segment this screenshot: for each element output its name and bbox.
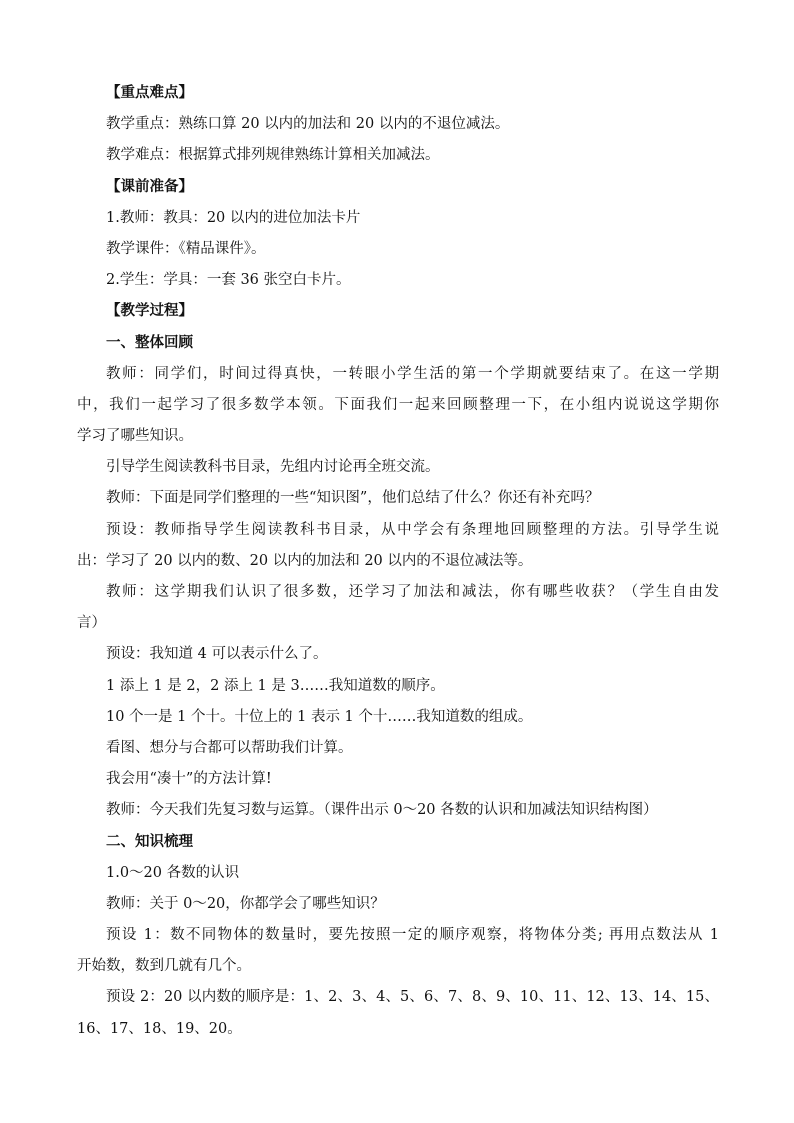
line-text: 1.0～20 各数的认识 <box>106 864 240 881</box>
line-text: 【重点难点】 <box>106 85 193 101</box>
line-text: 【课前准备】 <box>106 178 193 195</box>
paragraph-line <box>77 421 719 452</box>
line-text: 引导学生阅读教科书目录，先组内讨论再全班交流。 <box>106 459 440 476</box>
paragraph-line <box>77 639 719 670</box>
line-text: 预设 1：数不同物体的数量时，要先按照一定的顺序观察，将物体分类; 再用点数法从 1 <box>106 927 719 944</box>
paragraph-line <box>77 951 719 982</box>
paragraph-line <box>77 795 719 826</box>
paragraph-line <box>77 109 719 140</box>
paragraph-line <box>77 1014 719 1045</box>
line-text: 看图、想分与合都可以帮助我们计算。 <box>106 739 353 756</box>
section-heading <box>77 172 719 203</box>
line-text: 出：学习了 20 以内的数、20 以内的加法和 20 以内的不退位减法等。 <box>77 552 533 569</box>
line-text: 10 个一是 1 个十。十位上的 1 表示 1 个十……我知道数的组成。 <box>106 708 533 725</box>
paragraph-line <box>77 483 719 514</box>
paragraph-line <box>77 140 719 171</box>
line-text: 教学重点：熟练口算 20 以内的加法和 20 以内的不退位减法。 <box>106 116 510 133</box>
line-text: 教师：关于 0～20，你都学会了哪些知识？ <box>106 895 385 912</box>
line-text: 1.教师：教具：20 以内的进位加法卡片 <box>106 209 361 226</box>
paragraph-line <box>77 203 719 234</box>
line-text: 2.学生：学具：一套 36 张空白卡片。 <box>106 272 351 289</box>
line-text: 教学难点：根据算式排列规律熟练计算相关加减法。 <box>106 147 440 164</box>
line-text: 教师：今天我们先复习数与运算。（课件出示 0～20 各数的认识和加减法知识结构图） <box>106 802 658 819</box>
line-text: 中，我们一起学习了很多数学本领。下面我们一起来回顾整理一下，在小组内说说这学期你 <box>77 396 719 413</box>
paragraph-line <box>77 546 719 577</box>
section-heading <box>77 78 719 109</box>
paragraph-line <box>77 234 719 265</box>
line-text: 教师：下面是同学们整理的一些“知识图”，他们总结了什么？你还有补充吗？ <box>106 490 600 507</box>
section-heading <box>77 328 719 359</box>
paragraph-line <box>77 515 719 546</box>
document-body <box>77 78 719 1045</box>
line-text: 教师：这学期我们认识了很多数，还学习了加法和减法，你有哪些收获？（学生自由发 <box>106 584 719 600</box>
line-text: 一、整体回顾 <box>106 334 193 351</box>
line-text: 学习了哪些知识。 <box>77 428 193 445</box>
line-text: 预设：我知道 4 可以表示什么了。 <box>106 646 328 663</box>
line-text: 16、17、18、19、20。 <box>77 1020 242 1037</box>
line-text: 1 添上 1 是 2，2 添上 1 是 3……我知道数的顺序。 <box>106 677 445 694</box>
paragraph-line <box>77 889 719 920</box>
paragraph-line <box>77 359 719 390</box>
line-text: 我会用“凑十”的方法计算! <box>106 771 272 788</box>
line-text: 二、知识梳理 <box>106 833 193 850</box>
paragraph-line <box>77 577 719 608</box>
line-text: 教学课件：《精品课件》。 <box>106 240 266 257</box>
paragraph-line <box>77 858 719 889</box>
paragraph-line <box>77 920 719 951</box>
paragraph-line <box>77 733 719 764</box>
line-text: 教师：同学们，时间过得真快，一转眼小学生活的第一个学期就要结束了。在这一学期 <box>106 365 719 382</box>
paragraph-line <box>77 982 719 1013</box>
paragraph-line <box>77 390 719 421</box>
line-text: 预设：教师指导学生阅读教科书目录，从中学会有条理地回顾整理的方法。引导学生说 <box>106 521 719 538</box>
line-text: 预设 2：20 以内数的顺序是：1、2、3、4、5、6、7、8、9、10、11、12、13、14、15、 <box>106 989 719 1006</box>
section-heading <box>77 296 719 327</box>
line-text: 【教学过程】 <box>106 303 193 320</box>
paragraph-line <box>77 702 719 733</box>
paragraph-line <box>77 265 719 296</box>
paragraph-line <box>77 608 719 639</box>
paragraph-line <box>77 764 719 795</box>
paragraph-line <box>77 671 719 702</box>
line-text: 开始数，数到几就有几个。 <box>77 958 251 975</box>
line-text: 言） <box>77 615 106 632</box>
section-heading <box>77 827 719 858</box>
paragraph-line <box>77 452 719 483</box>
